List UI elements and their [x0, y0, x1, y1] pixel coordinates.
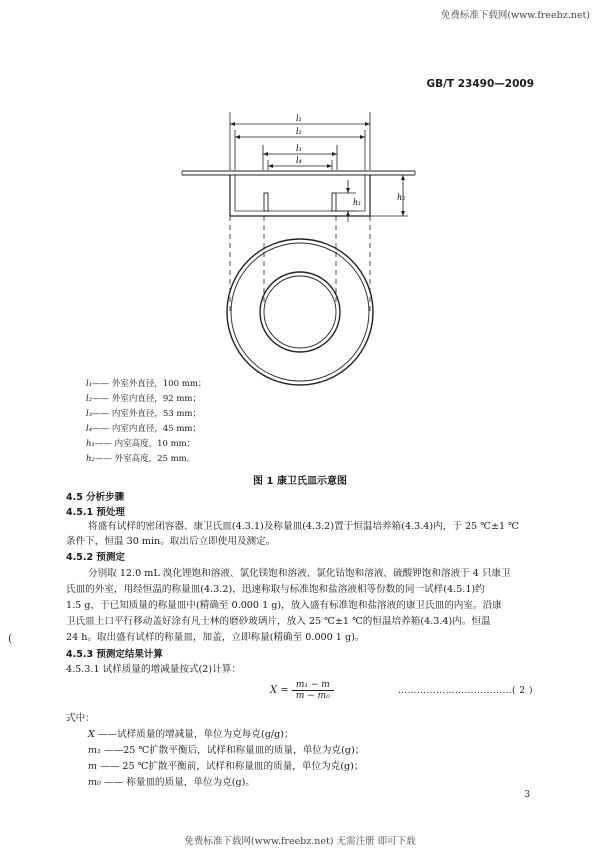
- outer-chamber-outer-circle: [227, 239, 373, 385]
- page-number: 3: [524, 790, 530, 800]
- margin-mark: (: [8, 632, 13, 645]
- formula-2: [270, 680, 334, 701]
- equation-number: ( 2 ): [512, 686, 533, 696]
- where-label: 式中：: [66, 713, 95, 724]
- heading-4-5-1: 4.5.1 预处理: [66, 507, 125, 518]
- standard-number: GB/T 23490—2009: [426, 78, 534, 90]
- variable-def: m₀ —— 称量皿的质量，单位为克(g)。: [88, 777, 256, 788]
- label-h1: h₁: [353, 198, 362, 207]
- inner-chamber-wall-left: [264, 193, 268, 211]
- figure-caption: 图 1 康卫氏皿示意图: [253, 476, 347, 487]
- top-watermark: 免费标准下载网(www.freebz.net): [440, 10, 590, 21]
- legend-item: l₄—— 内室内直径，45 mm；: [86, 424, 201, 434]
- variable-def: m₁ ——25 ℃扩散平衡后，试样和称量皿的质量，单位为克(g)；: [88, 745, 365, 756]
- paragraph-line: 卫氏皿上口平行移动盖好涂有凡士林的磨砂玻璃片，放入 25 ℃±1 ℃的恒温培养箱(4.3.4)内。恒温: [66, 616, 491, 627]
- heading-4-5-3: 4.5.3 预测定结果计算: [66, 649, 163, 660]
- formula-leader: ………………………………( 2 ): [398, 686, 533, 696]
- paragraph-line: 分别取 12.0 mL 溴化锂饱和溶液、氯化镁饱和溶液、氯化钴饱和溶液、硫酸钾饱和溶液于 4 只康卫: [88, 568, 511, 579]
- legend-item: l₂—— 外室内直径，92 mm；: [86, 394, 201, 404]
- formula-lhs: X =: [270, 685, 289, 696]
- formula-fraction: [292, 680, 334, 701]
- label-l4: l₄: [296, 156, 302, 165]
- heading-4-5-2: 4.5.2 预测定: [66, 552, 125, 563]
- paragraph-line: 氏皿的外室，用经恒温的称量皿(4.3.2)，迅速称取与标准饱和盐溶液相等份数的同一试样(4.5.1)约: [66, 584, 485, 595]
- inner-chamber-outer-circle: [260, 272, 340, 352]
- legend-item: l₃—— 内室外直径，53 mm；: [86, 409, 201, 419]
- legend-item: h₂—— 外室高度，25 mm。: [86, 454, 196, 464]
- legend-item: l₁—— 外室外直径，100 mm；: [86, 379, 207, 389]
- heading-4-5: 4.5 分析步骤: [66, 492, 125, 503]
- paragraph-line: 24 h。取出盛有试样的称量皿，加盖，立即称量(精确至 0.000 1 g)。: [66, 632, 365, 643]
- formula-denominator: m − m₀: [295, 691, 330, 701]
- paragraph-line: 条件下，恒温 30 min。取出后立即使用及测定。: [66, 536, 276, 547]
- label-h2: h₂: [397, 193, 406, 202]
- bottom-watermark: 免费标准下载网(www.freebz.net) 无需注册 即可下载: [184, 836, 416, 847]
- label-l3: l₃: [296, 144, 302, 153]
- label-l1: l₁: [296, 114, 302, 123]
- inner-chamber-wall-right: [332, 193, 336, 211]
- inner-chamber-inner-circle: [264, 276, 336, 348]
- label-l2: l₂: [296, 127, 302, 136]
- outer-chamber-inner-circle: [231, 243, 369, 381]
- formula-numerator: m₁ − m: [292, 680, 334, 691]
- paragraph-line: 将盛有试样的密闭容器、康卫氏皿(4.3.1)及称量皿(4.3.2)置于恒温培养箱(4.3.4)内，于 25 ℃±1 ℃: [88, 521, 519, 532]
- variable-def: X ——试样质量的增减量，单位为克每克(g/g)；: [88, 729, 294, 740]
- paragraph-line: 1.5 g，于已知质量的称量皿中(精确至 0.000 1 g)，放入盛有标准饱和盐溶液的康卫氏皿的内室。沿康: [66, 600, 502, 611]
- variable-def: m —— 25 ℃扩散平衡前，试样和称量皿的质量，单位为克(g)；: [88, 761, 364, 772]
- legend-item: h₁—— 内室高度，10 mm；: [86, 439, 196, 449]
- heading-4-5-3-1: 4.5.3.1 试样质量的增减量按式(2)计算：: [66, 664, 241, 675]
- outer-chamber-wall: [230, 175, 370, 216]
